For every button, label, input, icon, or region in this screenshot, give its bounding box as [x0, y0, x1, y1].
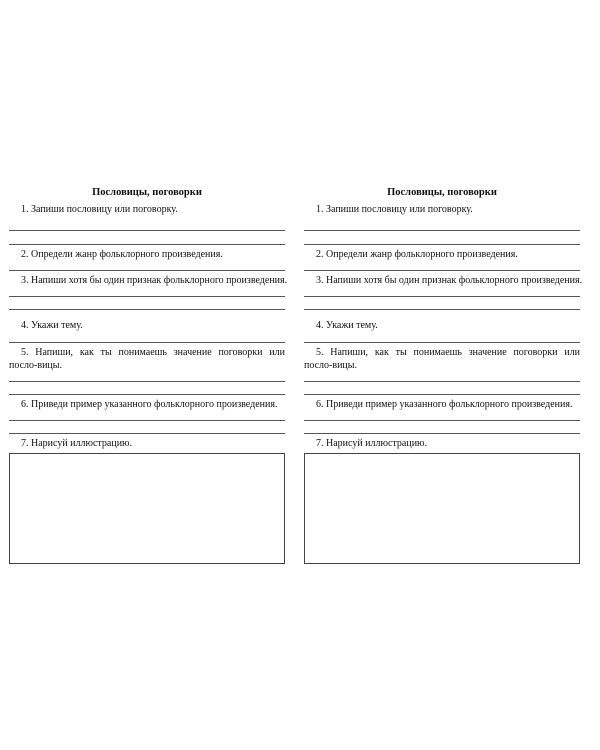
task-6: 6. Приведи пример указанного фольклорного произведения. [21, 399, 278, 410]
task-2: 2. Определи жанр фольклорного произведения. [316, 249, 518, 260]
task-5: 5. Напиши, как ты понимаешь значение поговорки или посло-вицы. [304, 347, 580, 371]
task-1: 1. Запиши пословицу или поговорку. [21, 204, 178, 215]
worksheet-title: Пословицы, поговорки [387, 187, 497, 198]
task-7: 7. Нарисуй иллюстрацию. [316, 438, 428, 449]
worksheet-title: Пословицы, поговорки [92, 187, 202, 198]
illustration-box[interactable] [9, 453, 285, 564]
task-3: 3. Напиши хотя бы один признак фольклорного произведения. [316, 275, 583, 286]
task-4: 4. Укажи тему. [316, 320, 378, 331]
task-3: 3. Напиши хотя бы один признак фольклорного произведения. [21, 275, 288, 286]
task-7: 7. Нарисуй иллюстрацию. [21, 438, 133, 449]
task-1: 1. Запиши пословицу или поговорку. [316, 204, 473, 215]
worksheet-card-left [9, 186, 288, 564]
task-2: 2. Определи жанр фольклорного произведения. [21, 249, 223, 260]
task-6: 6. Приведи пример указанного фольклорного произведения. [316, 399, 573, 410]
task-5: 5. Напиши, как ты понимаешь значение поговорки или посло-вицы. [9, 347, 285, 371]
worksheet-card-right [304, 186, 583, 564]
task-4: 4. Укажи тему. [21, 320, 83, 331]
illustration-box[interactable] [304, 453, 580, 564]
